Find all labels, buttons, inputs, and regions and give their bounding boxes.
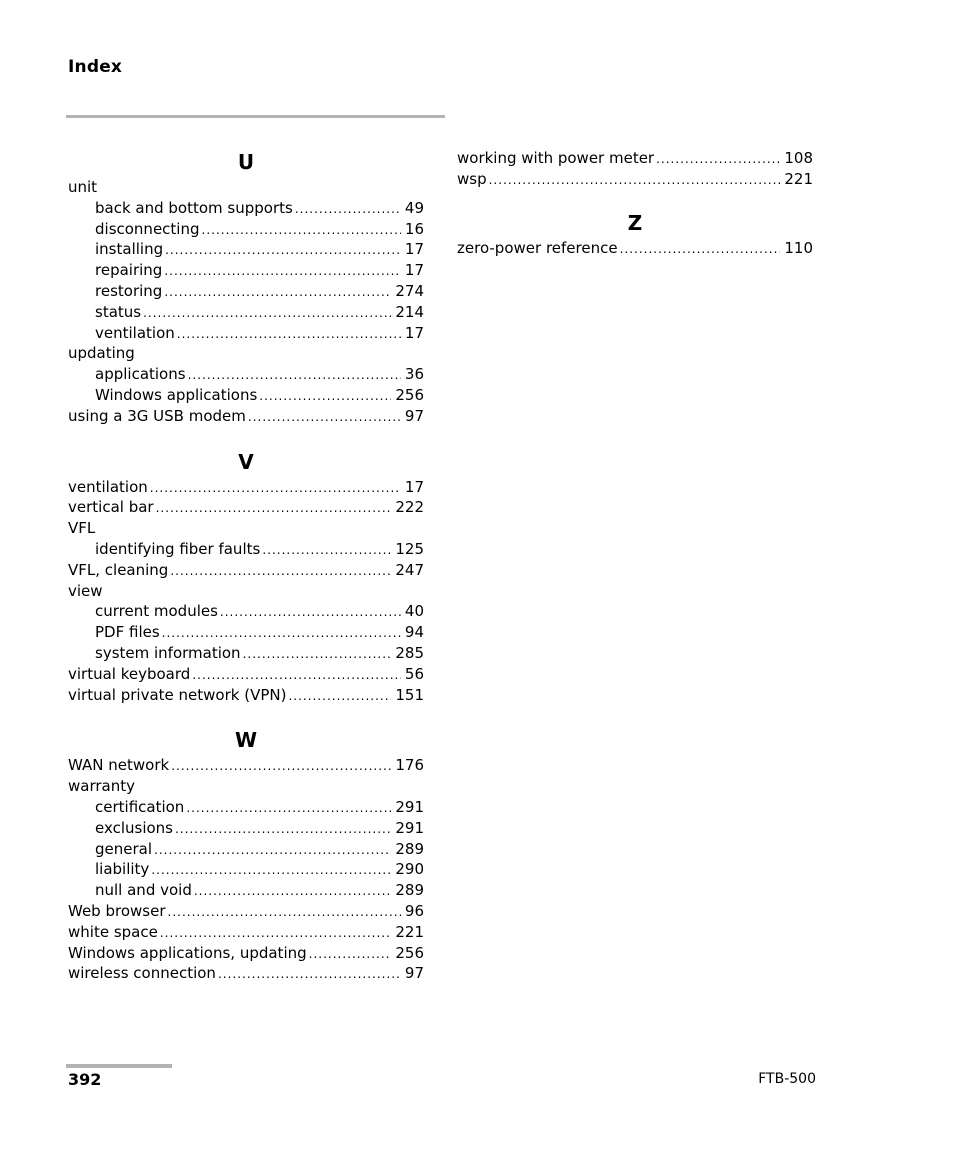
index-subentry (68, 385, 424, 406)
entry-term: warranty (68, 777, 135, 796)
dot-leader (156, 498, 392, 519)
index-entry (68, 922, 424, 943)
dot-leader (656, 149, 780, 170)
entry-page-number: 289 (395, 839, 424, 858)
dot-leader (171, 756, 391, 777)
entry-page-number: 285 (395, 643, 424, 662)
index-entry (68, 963, 424, 984)
entry-term: unit (68, 178, 98, 196)
index-subentry (68, 302, 424, 323)
index-entry (457, 169, 813, 190)
section-letter: Z (627, 210, 643, 235)
entry-term: ventilation (68, 477, 148, 496)
entry-page-number: 97 (404, 406, 424, 425)
dot-leader (160, 923, 392, 944)
entry-term: status (95, 302, 142, 321)
entry-term: working with power meter (457, 149, 655, 167)
entry-term: wsp (457, 169, 487, 188)
entry-term: null and void (95, 881, 192, 900)
entry-term: current modules (95, 602, 218, 621)
entry-page-number: 97 (404, 964, 424, 983)
entry-term: virtual keyboard (68, 664, 191, 683)
index-subentry (68, 601, 424, 622)
index-entry (68, 901, 424, 922)
index-column-left (68, 148, 424, 984)
dot-leader (295, 199, 401, 220)
entry-term: white space (68, 922, 158, 941)
dot-leader (165, 240, 401, 261)
dot-leader (177, 324, 401, 345)
entry-term: wireless connection (68, 964, 216, 983)
section-letter: U (237, 150, 255, 174)
index-entry (68, 943, 424, 964)
dot-leader (202, 220, 401, 241)
index-subentry (68, 622, 424, 643)
entry-term: certification (95, 797, 185, 816)
dot-leader (168, 902, 401, 923)
entry-term: system information (95, 643, 241, 662)
entry-term: identifying fiber faults (95, 539, 261, 558)
dot-leader (218, 964, 401, 985)
entry-page-number: 290 (395, 860, 424, 879)
dot-leader (186, 798, 391, 819)
dot-leader (164, 261, 401, 282)
dot-leader (151, 860, 391, 881)
dot-leader (162, 623, 401, 644)
section-letter: V (238, 449, 254, 474)
entry-term: PDF files (95, 623, 160, 642)
dot-leader (164, 282, 391, 303)
index-entry (68, 518, 424, 539)
index-subentry (68, 880, 424, 901)
entry-page-number: 214 (395, 302, 424, 321)
entry-term: Windows applications (95, 385, 258, 404)
entry-page-number: 222 (395, 498, 424, 517)
index-subentry (68, 797, 424, 818)
entry-term: liability (95, 860, 150, 879)
entry-term: updating (68, 344, 135, 363)
entry-term: VFL, cleaning (68, 560, 169, 579)
entry-term: back and bottom supports (95, 198, 293, 217)
index-section (68, 726, 424, 984)
index-entry (68, 177, 424, 198)
header-divider (66, 115, 445, 118)
entry-page-number: 108 (784, 149, 813, 167)
page-number: 392 (68, 1070, 102, 1089)
entry-page-number: 221 (784, 169, 813, 188)
entry-page-number: 17 (404, 477, 424, 496)
dot-leader (150, 478, 401, 499)
entry-page-number: 274 (395, 281, 424, 300)
index-subentry (68, 219, 424, 240)
entry-page-number: 151 (395, 685, 424, 704)
dot-leader (288, 686, 391, 707)
entry-term: installing (95, 240, 164, 259)
index-subentry (68, 839, 424, 860)
entry-term: virtual private network (VPN) (68, 685, 287, 704)
index-subentry (68, 239, 424, 260)
entry-term: exclusions (95, 818, 173, 837)
entry-term: restoring (95, 281, 163, 300)
index-column-right (457, 148, 813, 258)
dot-leader (259, 386, 391, 407)
entry-page-number: 291 (395, 797, 424, 816)
entry-term: general (95, 839, 153, 858)
dot-leader (220, 602, 401, 623)
entry-page-number: 49 (404, 198, 424, 217)
entry-term: Web browser (68, 901, 166, 920)
index-entry (68, 664, 424, 685)
index-subentry (68, 643, 424, 664)
dot-leader (175, 819, 391, 840)
index-section (68, 448, 424, 706)
index-entry (68, 776, 424, 797)
entry-term: repairing (95, 261, 163, 280)
dot-leader (143, 303, 391, 324)
index-section (68, 148, 424, 427)
dot-leader (248, 407, 401, 428)
dot-leader (188, 365, 401, 386)
index-subentry (68, 364, 424, 385)
entry-term: WAN network (68, 756, 170, 775)
entry-term: view (68, 581, 103, 600)
index-entry (68, 755, 424, 776)
entry-page-number: 221 (395, 922, 424, 941)
dot-leader (262, 540, 391, 561)
index-entry (68, 406, 424, 427)
entry-term: applications (95, 365, 186, 384)
entry-page-number: 17 (404, 240, 424, 259)
entry-page-number: 36 (404, 365, 424, 384)
entry-page-number: 40 (404, 602, 424, 621)
index-subentry (68, 198, 424, 219)
index-section (457, 148, 813, 190)
entry-term: zero-power reference (457, 238, 618, 257)
entry-page-number: 289 (395, 881, 424, 900)
entry-page-number: 256 (395, 385, 424, 404)
entry-page-number: 16 (404, 219, 424, 238)
page-title: Index (68, 57, 123, 77)
entry-page-number: 247 (395, 560, 424, 579)
entry-page-number: 176 (395, 756, 424, 775)
entry-term: ventilation (95, 323, 175, 342)
index-subentry (68, 281, 424, 302)
index-subentry (68, 260, 424, 281)
entry-page-number: 256 (395, 943, 424, 962)
entry-term: disconnecting (95, 219, 200, 238)
dot-leader (192, 665, 401, 686)
index-entry (68, 343, 424, 364)
entry-term: using a 3G USB modem (68, 406, 246, 425)
dot-leader (243, 644, 392, 665)
entry-page-number: 291 (395, 818, 424, 837)
dot-leader (194, 881, 392, 902)
entry-term: Windows applications, updating (68, 943, 307, 962)
section-letter: W (234, 728, 258, 753)
entry-page-number: 17 (404, 261, 424, 280)
product-name: FTB-500 (758, 1071, 816, 1087)
dot-leader (154, 840, 391, 861)
index-entry (457, 238, 813, 259)
entry-term: VFL (68, 519, 96, 538)
dot-leader (309, 944, 392, 965)
entry-page-number: 125 (395, 539, 424, 558)
index-subentry (68, 859, 424, 880)
index-subentry (68, 539, 424, 560)
entry-page-number: 56 (404, 664, 424, 683)
index-entry (68, 477, 424, 498)
entry-page-number: 94 (404, 623, 424, 642)
index-subentry (68, 323, 424, 344)
entry-page-number: 110 (784, 238, 813, 257)
dot-leader (170, 561, 391, 582)
dot-leader (620, 239, 781, 260)
index-subentry (68, 818, 424, 839)
index-entry (68, 685, 424, 706)
dot-leader (489, 170, 781, 191)
index-entry (68, 581, 424, 602)
index-section (457, 209, 813, 259)
index-entry (457, 148, 813, 169)
footer-divider (66, 1064, 172, 1068)
index-entry (68, 497, 424, 518)
entry-page-number: 17 (404, 323, 424, 342)
entry-term: vertical bar (68, 498, 154, 517)
entry-page-number: 96 (404, 901, 424, 920)
index-entry (68, 560, 424, 581)
